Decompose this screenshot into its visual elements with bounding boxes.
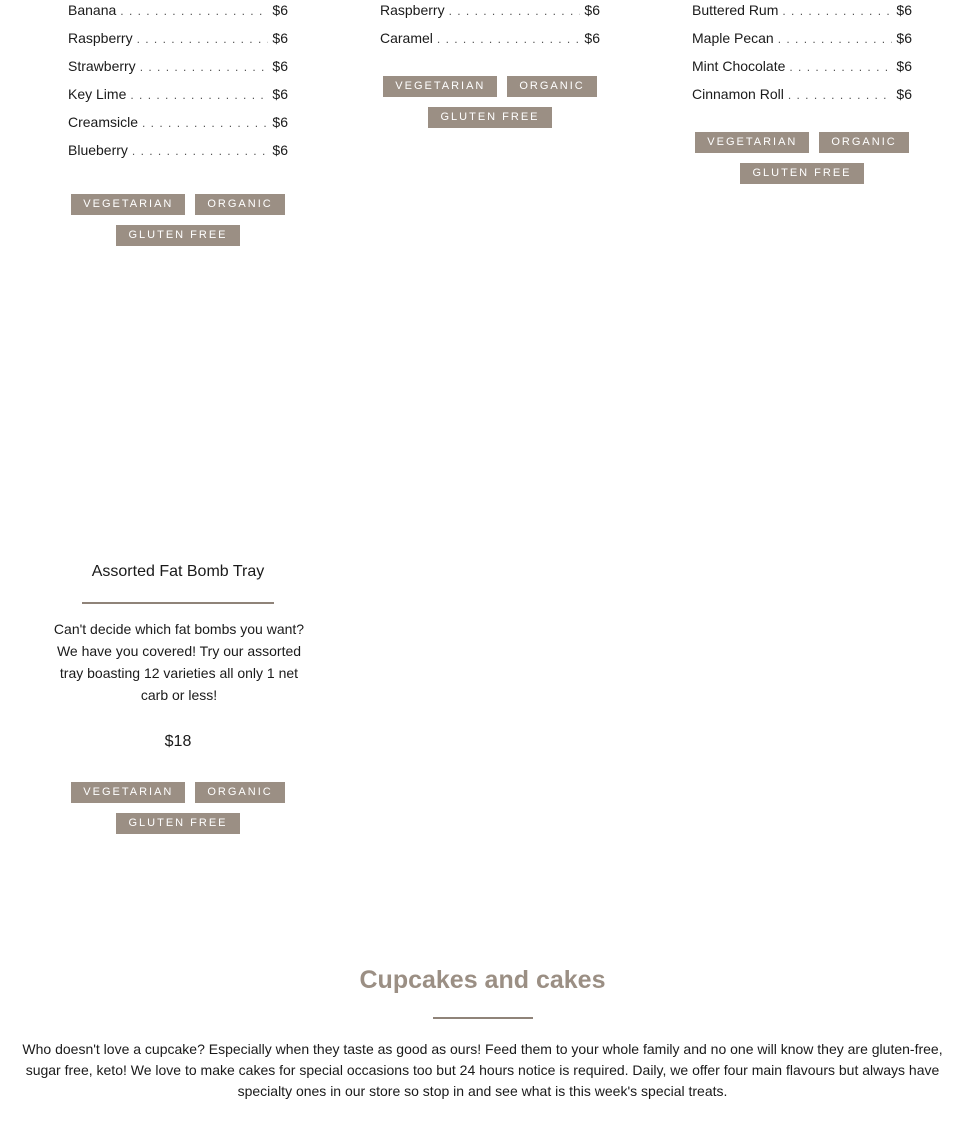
menu-item-name: Creamsicle: [68, 114, 139, 130]
tag-gluten-free[interactable]: GLUTEN FREE: [428, 107, 551, 128]
menu-item-name: Mint Chocolate: [692, 58, 786, 74]
product-description: Can't decide which fat bombs you want? We have you covered! Try our assorted tray boasting 12 varieties all only 1 net carb or less!: [53, 621, 305, 703]
menu-item-price: $6: [896, 2, 912, 18]
tag-vegetarian[interactable]: VEGETARIAN: [383, 76, 497, 97]
dietary-tags: [375, 76, 605, 128]
product-title: Assorted Fat Bomb Tray: [91, 563, 265, 580]
dot-leader: [142, 113, 268, 133]
dietary-tags: [63, 782, 293, 834]
dot-leader: [140, 57, 269, 77]
dot-leader: [120, 1, 268, 21]
menu-column-2: [380, 0, 600, 128]
dot-leader: [778, 29, 893, 49]
menu-item-price: $6: [896, 58, 912, 74]
menu-item: [68, 0, 288, 28]
menu-item-name: Key Lime: [68, 86, 127, 102]
menu-item: [692, 28, 912, 56]
tag-gluten-free[interactable]: GLUTEN FREE: [116, 225, 239, 246]
menu-item: [380, 0, 600, 28]
menu-item: [692, 84, 912, 112]
dot-leader: [130, 85, 268, 105]
menu-item-price: $6: [272, 86, 288, 102]
dietary-tags: [687, 132, 917, 184]
menu-item: [68, 140, 288, 168]
dot-leader: [137, 29, 269, 49]
menu-item-price: $6: [272, 114, 288, 130]
tag-vegetarian[interactable]: VEGETARIAN: [695, 132, 809, 153]
product-price: $18: [164, 733, 192, 750]
product-card: [48, 562, 308, 834]
dot-leader: [789, 57, 892, 77]
menu-column-3: [692, 0, 912, 184]
menu-item-name: Raspberry: [68, 30, 133, 46]
dot-leader: [437, 29, 581, 49]
menu-item-name: Buttered Rum: [692, 2, 779, 18]
menu-item-name: Raspberry: [380, 2, 445, 18]
dot-leader: [449, 1, 581, 21]
divider: [82, 602, 274, 604]
tag-organic[interactable]: ORGANIC: [195, 782, 284, 803]
menu-item-price: $6: [272, 142, 288, 158]
tag-gluten-free[interactable]: GLUTEN FREE: [116, 813, 239, 834]
menu-item: [692, 56, 912, 84]
menu-item-name: Strawberry: [68, 58, 136, 74]
menu-item-name: Banana: [68, 2, 117, 18]
dot-leader: [782, 1, 892, 21]
menu-item-name: Caramel: [380, 30, 433, 46]
menu-item-price: $6: [584, 30, 600, 46]
tag-vegetarian[interactable]: VEGETARIAN: [71, 194, 185, 215]
menu-item-price: $6: [896, 86, 912, 102]
menu-item-price: $6: [272, 58, 288, 74]
menu-item: [68, 112, 288, 140]
tag-gluten-free[interactable]: GLUTEN FREE: [740, 163, 863, 184]
menu-item: [692, 0, 912, 28]
cupcakes-section: [0, 964, 965, 1102]
menu-item: [68, 28, 288, 56]
menu-item: [68, 84, 288, 112]
section-description: Who doesn't love a cupcake? Especially when they taste as good as ours! Feed them to your whole family and no one will know they are gluten-free, sugar free, keto! We love to make cakes for special occasions too but 24 hours notice is required. Daily, we offer four main flavours but always have specialty ones in our store so stop in and see what is this week's special treats.: [22, 1041, 943, 1099]
menu-item-name: Maple Pecan: [692, 30, 774, 46]
dot-leader: [132, 141, 269, 161]
menu-item-price: $6: [584, 2, 600, 18]
section-title: Cupcakes and cakes: [359, 966, 606, 994]
menu-item-price: $6: [272, 30, 288, 46]
menu-item: [380, 28, 600, 56]
menu-item-name: Cinnamon Roll: [692, 86, 784, 102]
dot-leader: [788, 85, 893, 105]
tag-organic[interactable]: ORGANIC: [819, 132, 908, 153]
menu-item-name: Blueberry: [68, 142, 128, 158]
menu-item: [68, 56, 288, 84]
menu-column-1: [68, 0, 288, 246]
menu-item-price: $6: [272, 2, 288, 18]
menu-item-price: $6: [896, 30, 912, 46]
tag-organic[interactable]: ORGANIC: [195, 194, 284, 215]
tag-vegetarian[interactable]: VEGETARIAN: [71, 782, 185, 803]
tag-organic[interactable]: ORGANIC: [507, 76, 596, 97]
divider: [433, 1017, 533, 1019]
dietary-tags: [63, 194, 293, 246]
